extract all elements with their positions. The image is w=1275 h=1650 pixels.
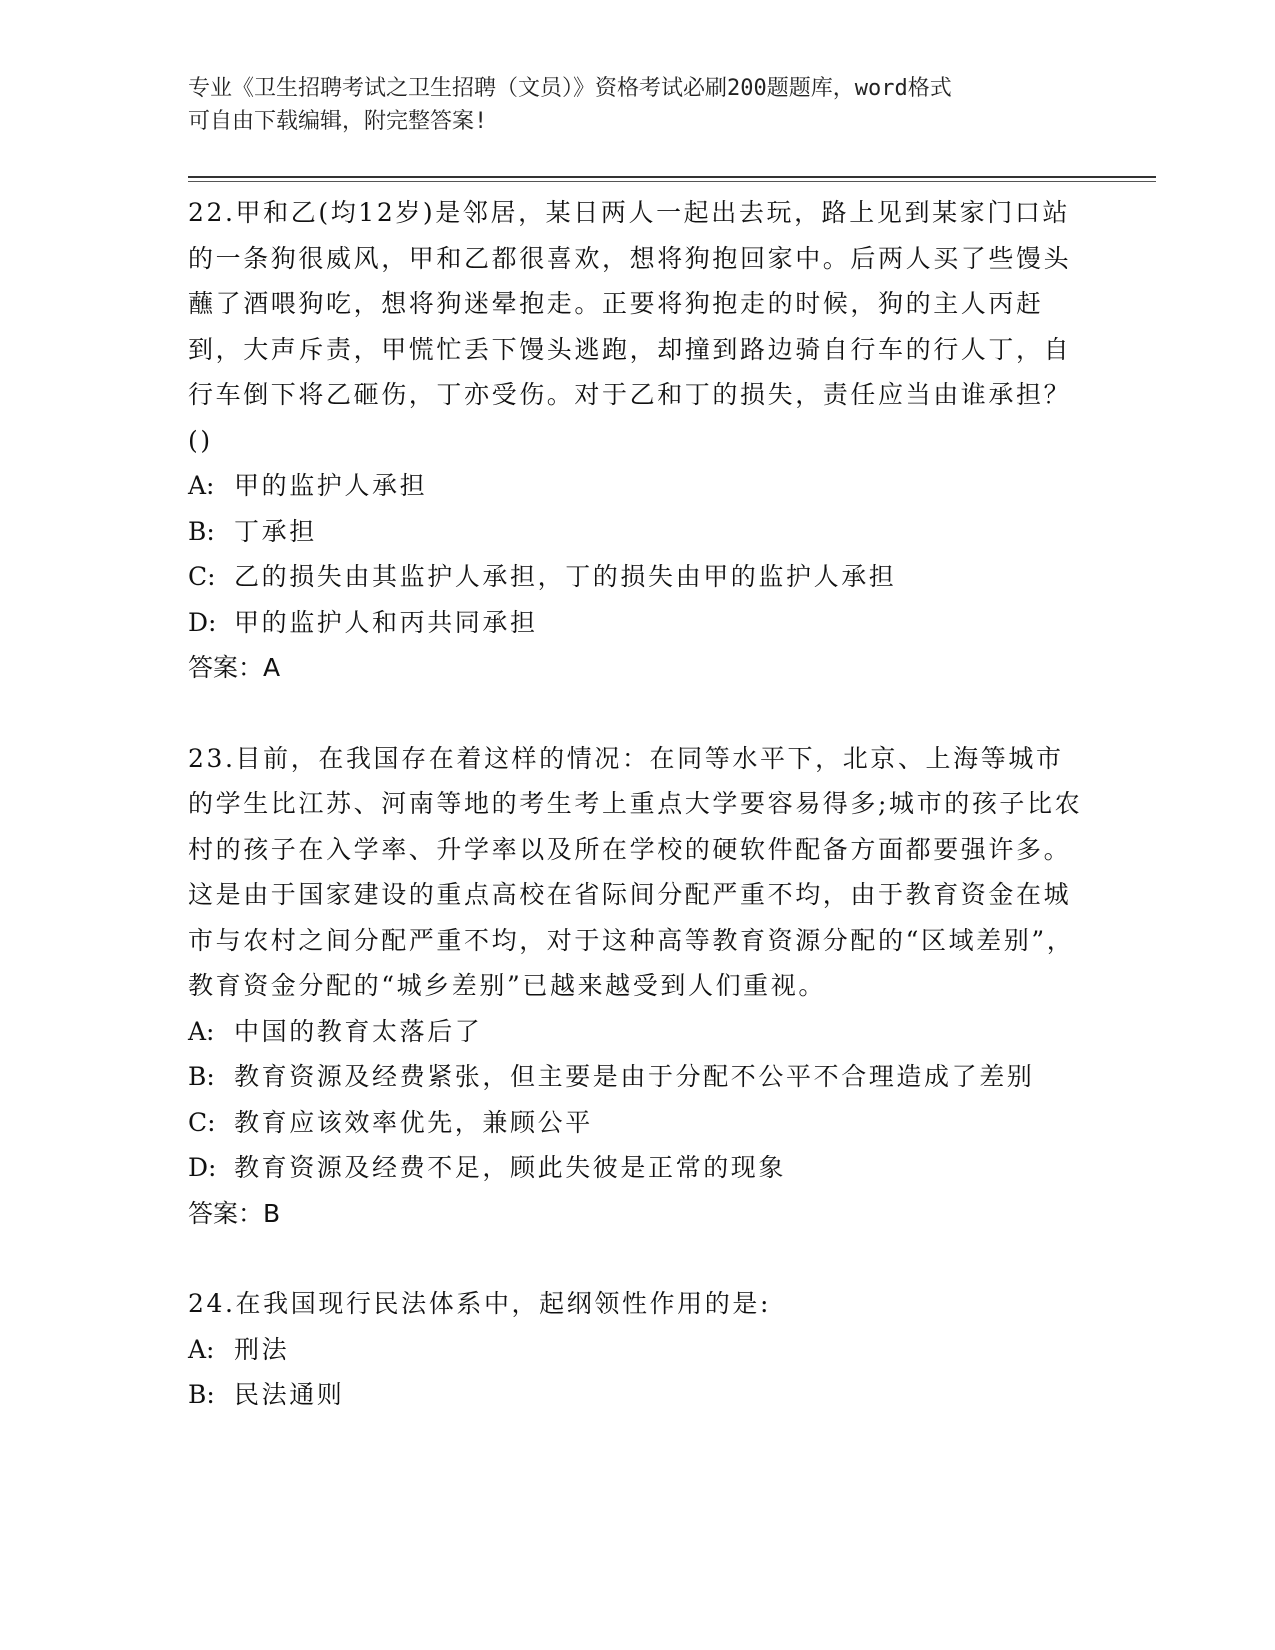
option-a: [188, 1327, 1088, 1373]
option-text: 中国的教育太落后了: [234, 1016, 483, 1046]
option-key: A:: [188, 471, 215, 500]
option-b: [188, 509, 1088, 555]
option-text: 甲的监护人和丙共同承担: [234, 607, 538, 637]
question-22: [188, 190, 1088, 691]
option-text: 刑法: [234, 1334, 290, 1364]
spacer: [188, 691, 1088, 736]
option-d: [188, 600, 1088, 646]
option-key: C:: [188, 1107, 216, 1137]
answer-line: 答案：A: [188, 653, 281, 682]
option-key: D:: [188, 607, 217, 637]
option-text: 丁承担: [234, 516, 317, 546]
option-key: A:: [188, 1016, 215, 1046]
option-text: 教育资源及经费不足，顾此失彼是正常的现象: [234, 1153, 787, 1182]
option-key: C:: [188, 562, 216, 591]
header-line-2: 可自由下载编辑，附完整答案!: [188, 109, 488, 134]
document-header: [188, 72, 1088, 138]
option-text: 甲的监护人承担: [234, 471, 428, 500]
option-b: [188, 1372, 1088, 1418]
option-key: B:: [188, 516, 215, 546]
option-key: B:: [188, 1380, 215, 1409]
option-a: [188, 1009, 1088, 1055]
question-list: [188, 190, 1088, 1418]
option-c: [188, 554, 1088, 600]
option-text: 教育资源及经费紧张，但主要是由于分配不公平不合理造成了差别: [234, 1062, 1035, 1091]
option-text: 民法通则: [234, 1380, 345, 1409]
spacer: [188, 1236, 1088, 1281]
option-text: 乙的损失由其监护人承担，丁的损失由甲的监护人承担: [234, 562, 897, 591]
header-line-1: 专业《卫生招聘考试之卫生招聘（文员）》资格考试必刷200题题库，word格式: [188, 76, 952, 101]
option-b: [188, 1054, 1088, 1100]
option-d: [188, 1145, 1088, 1191]
option-text: 教育应该效率优先，兼顾公平: [234, 1107, 593, 1137]
option-key: B:: [188, 1062, 215, 1091]
question-23: [188, 736, 1088, 1237]
header-divider-thin: [188, 181, 1156, 182]
question-24: [188, 1281, 1088, 1418]
option-key: A:: [188, 1334, 215, 1364]
option-key: D:: [188, 1153, 217, 1182]
option-a: [188, 463, 1088, 509]
question-stem: 24.在我国现行民法体系中，起纲领性作用的是:: [188, 1289, 771, 1318]
question-stem: 23.目前，在我国存在着这样的情况：在同等水平下，北京、上海等城市的学生比江苏、河南等地的考生考上重点大学要容易得多;城市的孩子比农村的孩子在入学率、升学率以及所在学校的硬软件配备方面都要强许多。这是由于国家建设的重点高校在省际间分配严重不均，由于教育资金在城市与农村之间分配严重不均，对于这种高等教育资源分配的“区域差别”，教育资金分配的“城乡差别”已越来越受到人们重视。: [188, 743, 1083, 1000]
question-stem: 22.甲和乙(均12岁)是邻居，某日两人一起出去玩，路上见到某家门口站的一条狗很威风，甲和乙都很喜欢，想将狗抱回家中。后两人买了些馒头蘸了酒喂狗吃，想将狗迷晕抱走。正要将狗抱走的时候，狗的主人丙赶到，大声斥责，甲慌忙丢下馒头逃跑，却撞到路边骑自行车的行人丁，自行车倒下将乙砸伤，丁亦受伤。对于乙和丁的损失，责任应当由谁承担？(): [188, 198, 1072, 455]
answer-line: 答案：B: [188, 1198, 281, 1228]
header-divider-thick: [188, 176, 1156, 178]
option-c: [188, 1100, 1088, 1146]
